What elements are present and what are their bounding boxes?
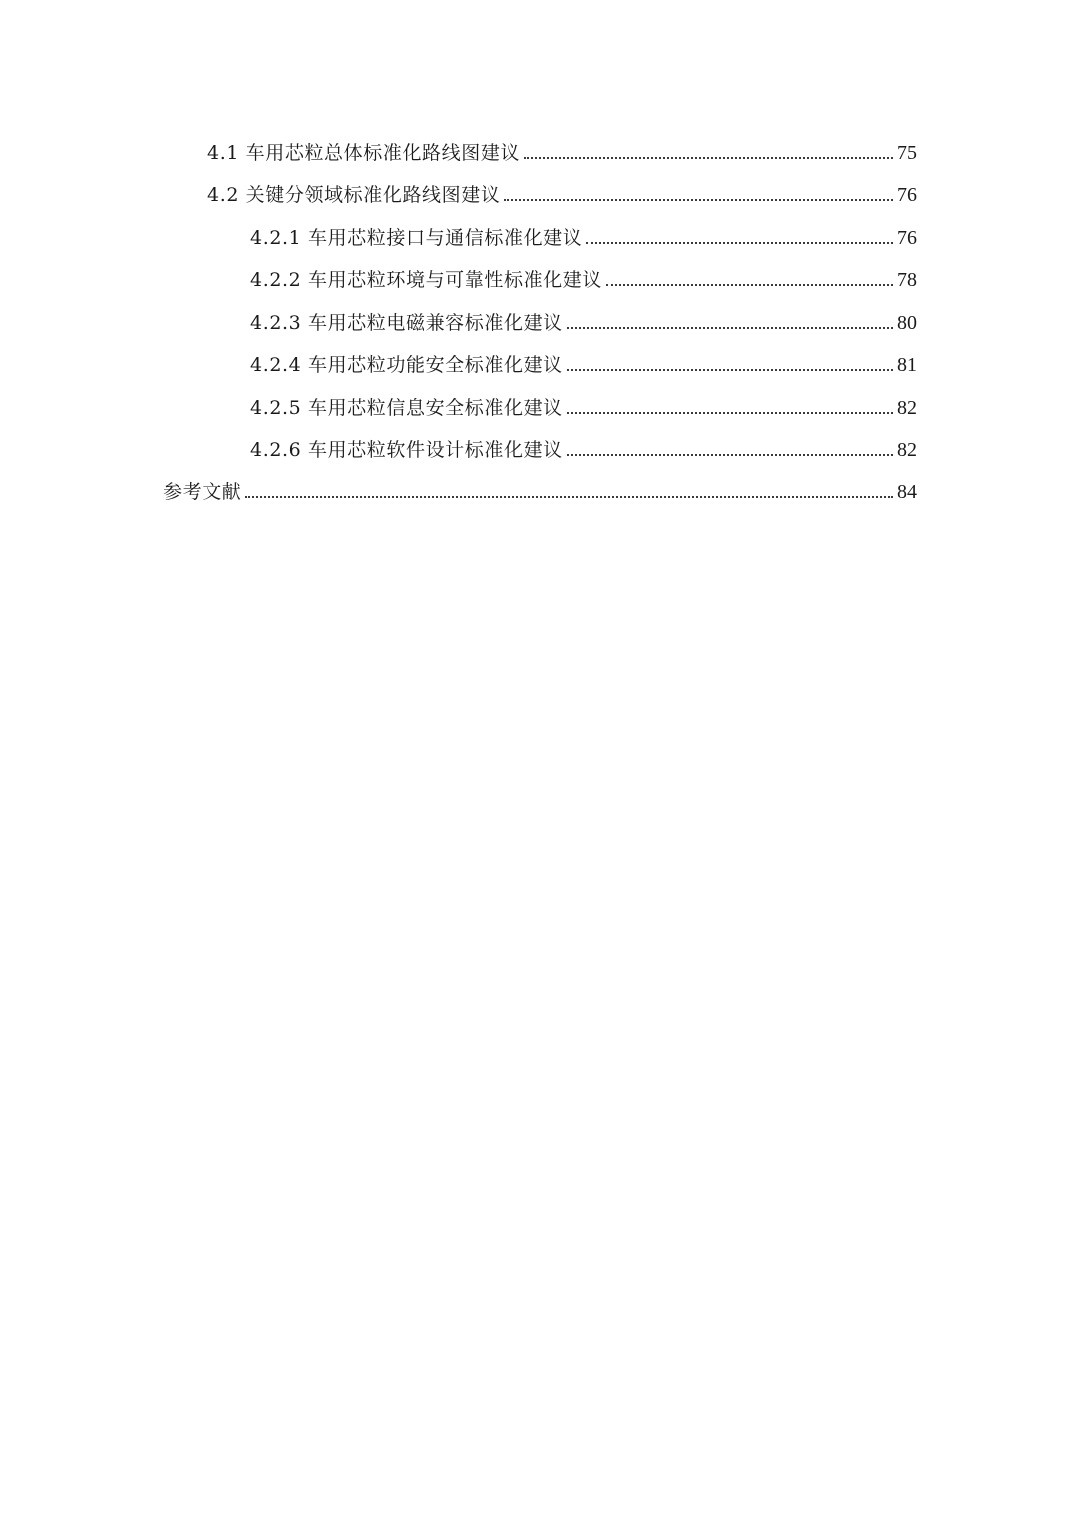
toc-entry-4-1[interactable] bbox=[207, 139, 917, 167]
toc-page-number: 81 bbox=[897, 354, 917, 376]
toc-dot-leader bbox=[504, 199, 893, 201]
toc-entry-label: 4.2.3 车用芯粒电磁兼容标准化建议 bbox=[250, 312, 563, 334]
toc-entry-4-2-5[interactable] bbox=[250, 394, 917, 422]
toc-entry-label: 参考文献 bbox=[163, 481, 242, 503]
toc-page-number: 84 bbox=[897, 481, 917, 503]
toc-dot-leader bbox=[567, 369, 893, 371]
toc-dot-leader bbox=[245, 496, 893, 498]
toc-entry-label: 4.2.2 车用芯粒环境与可靠性标准化建议 bbox=[250, 269, 602, 291]
toc-entry-4-2-2[interactable] bbox=[250, 266, 917, 294]
toc-page-number: 80 bbox=[897, 312, 917, 334]
toc-entry-4-2-4[interactable] bbox=[250, 351, 917, 379]
toc-entry-4-2-6[interactable] bbox=[250, 436, 917, 464]
toc-entry-references[interactable] bbox=[163, 478, 917, 506]
toc-entry-4-2[interactable] bbox=[207, 181, 917, 209]
toc-page-number: 78 bbox=[897, 269, 917, 291]
toc-dot-leader bbox=[524, 157, 893, 159]
toc-dot-leader bbox=[567, 327, 893, 329]
toc-entry-4-2-1[interactable] bbox=[250, 224, 917, 252]
toc-dot-leader bbox=[586, 242, 893, 244]
toc-entry-label: 4.1 车用芯粒总体标准化路线图建议 bbox=[207, 142, 521, 164]
toc-entry-4-2-3[interactable] bbox=[250, 309, 917, 337]
toc-dot-leader bbox=[567, 412, 893, 414]
toc-entry-label: 4.2.5 车用芯粒信息安全标准化建议 bbox=[250, 397, 563, 419]
toc-entry-label: 4.2.4 车用芯粒功能安全标准化建议 bbox=[250, 354, 563, 376]
toc-page-number: 82 bbox=[897, 439, 917, 461]
toc-entry-label: 4.2.6 车用芯粒软件设计标准化建议 bbox=[250, 439, 563, 461]
toc-page-number: 82 bbox=[897, 397, 917, 419]
toc-dot-leader bbox=[606, 284, 893, 286]
toc-entry-label: 4.2 关键分领域标准化路线图建议 bbox=[207, 184, 501, 206]
toc-entry-label: 4.2.1 车用芯粒接口与通信标准化建议 bbox=[250, 227, 583, 249]
toc-page-number: 76 bbox=[897, 227, 917, 249]
toc-page-number: 76 bbox=[897, 184, 917, 206]
toc-page-number: 75 bbox=[897, 142, 917, 164]
toc-dot-leader bbox=[567, 454, 893, 456]
